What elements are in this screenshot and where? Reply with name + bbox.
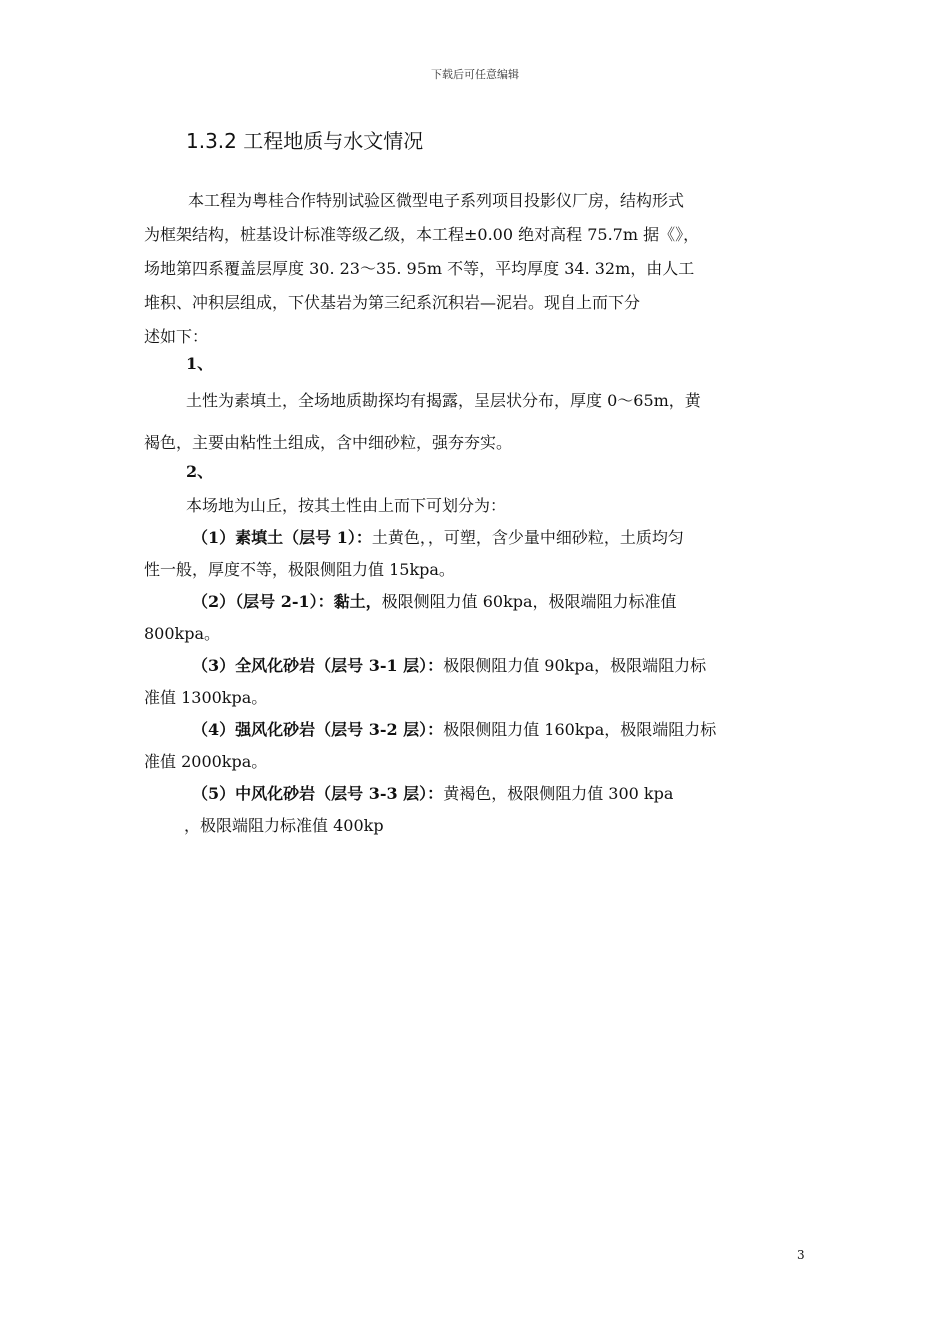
intro-line: 本工程为粤桂合作特别试验区微型电子系列项目投影仪厂房，结构形式 (188, 191, 685, 210)
intro-line: 为框架结构，桩基设计标准等级乙级，本工程±0.00 绝对高程 75.7m 据《》， (144, 225, 700, 244)
intro-line: 述如下： (144, 327, 209, 346)
intro-paragraph (144, 184, 808, 354)
intro-line: 场地第四系覆盖层厚度 30. 23～35. 95m 不等，平均厚度 34. 32m，由人工 (144, 259, 695, 278)
intro-line: 堆积、冲积层组成，下伏基岩为第三纪系沉积岩—泥岩。现自上而下分 (144, 293, 641, 312)
layer-item-cont: 准值 2000kpa。 (144, 752, 268, 771)
layer-item: （5）中风化砂岩（层号 3-3 层）：黄褐色，极限侧阻力值 300 kpa (192, 784, 674, 803)
layer-item: （3）全风化砂岩（层号 3-1 层）：极限侧阻力值 90kpa，极限端阻力标 (192, 656, 707, 675)
layer-item-cont: 准值 1300kpa。 (144, 688, 268, 707)
section1-line: 土性为素填土，全场地质勘探均有揭露，呈层状分布，厚度 0～65m，黄 (186, 391, 701, 410)
section2-heading: 2、 (186, 462, 214, 481)
layer-item: （2）（层号 2-1）：黏土，极限侧阻力值 60kpa，极限端阻力标准值 (192, 592, 677, 611)
layer-item: （1）素填土（层号 1）：土黄色，，可塑，含少量中细砂粒，土质均匀 (192, 528, 684, 547)
section2-intro: 本场地为山丘，按其土性由上而下可划分为： (186, 496, 507, 515)
section1-paragraph (144, 380, 808, 464)
page-header: 下载后可任意编辑 (431, 68, 519, 81)
section1-heading: 1、 (186, 354, 214, 373)
page-number: 3 (797, 1248, 805, 1262)
section1-line: 褐色，主要由粘性土组成，含中细砂粒，强夯夯实。 (144, 433, 513, 452)
layer-item-cont: 性一般，厚度不等，极限侧阻力值 15kpa。 (144, 560, 455, 579)
layer-item-cont: 800kpa。 (144, 624, 221, 643)
section-title: 1.3.2 工程地质与水文情况 (186, 129, 424, 153)
section2-body (144, 490, 808, 842)
layer-item-cont: ，极限端阻力标准值 400kp (184, 816, 384, 835)
layer-item: （4）强风化砂岩（层号 3-2 层）：极限侧阻力值 160kpa，极限端阻力标 (192, 720, 717, 739)
